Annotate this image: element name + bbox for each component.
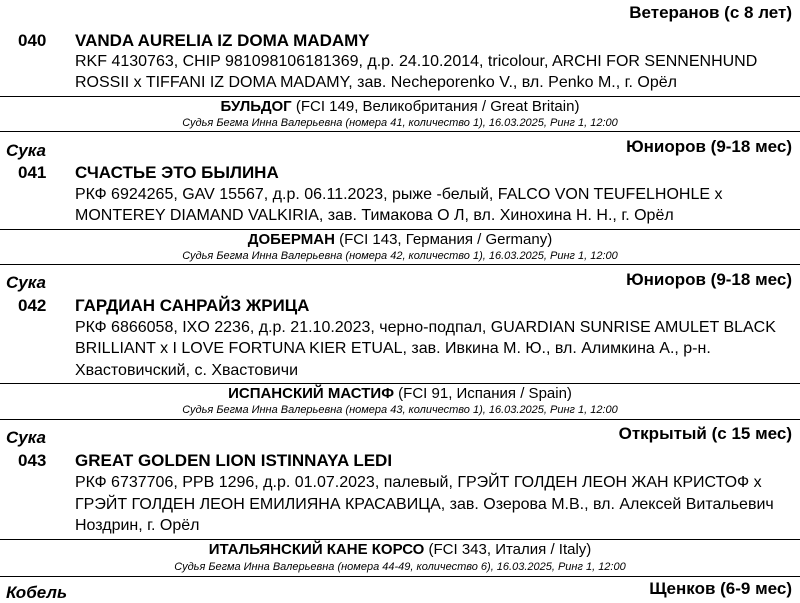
breed-header [0, 231, 800, 248]
breed-header [0, 541, 800, 558]
class-label: Юниоров (9-18 мес) [626, 270, 792, 289]
dog-details-line: ГРЭЙТ ГОЛДЕН ЛЕОН ЕМИЛИЯНА КРАСАВИЦА, зав. Озерова М.В., вл. Алексей Витальевич [75, 496, 774, 513]
catalog-number: 041 [18, 163, 47, 182]
divider [0, 383, 800, 384]
dog-details-line: ROSSII x TIFFANI IZ DOMA MADAMY, зав. Necheporenko V., вл. Penko M., г. Орёл [75, 74, 677, 91]
dog-name: VANDA AURELIA IZ DOMA MADAMY [75, 31, 370, 50]
breed-name: ИТАЛЬЯНСКИЙ КАНЕ КОРСО [208, 541, 425, 558]
breed-name: ИСПАНСКИЙ МАСТИФ [228, 385, 395, 402]
dog-details-line: Ноздрин, г. Орёл [75, 517, 200, 534]
class-label: Щенков (6-9 мес) [649, 579, 792, 598]
judge-info: Судья Бегма Инна Валерьевна (номера 44-49, количество 6), 16.03.2025, Ринг 1, 12:00 [174, 561, 626, 573]
sex-label: Сука [6, 428, 47, 447]
class-label: Юниоров (9-18 мес) [626, 137, 792, 156]
breed-name: БУЛЬДОГ [220, 98, 292, 115]
judge-info: Судья Бегма Инна Валерьевна (номера 42, количество 1), 16.03.2025, Ринг 1, 12:00 [182, 250, 618, 262]
dog-name: СЧАСТЬЕ ЭТО БЫЛИНА [75, 163, 279, 182]
divider [0, 96, 800, 97]
catalog-number: 040 [18, 31, 47, 50]
sex-label: Сука [6, 141, 47, 160]
dog-details-line: РКФ 6737706, PPB 1296, д.р. 01.07.2023, палевый, ГРЭЙТ ГОЛДЕН ЛЕОН ЖАН КРИСТОФ x [75, 474, 762, 491]
class-label: Ветеранов (с 8 лет) [629, 3, 792, 22]
divider [0, 229, 800, 230]
dog-details-line: РКФ 6924265, GAV 15567, д.р. 06.11.2023, рыже -белый, FALCO VON TEUFELHOHLE x [75, 186, 723, 203]
dog-name: GREAT GOLDEN LION ISTINNAYA LEDI [75, 451, 393, 470]
judge-info: Судья Бегма Инна Валерьевна (номера 41, количество 1), 16.03.2025, Ринг 1, 12:00 [182, 117, 618, 129]
catalog-number: 042 [18, 296, 47, 315]
divider [0, 131, 800, 132]
breed-info: (FCI 91, Испания / Spain) [394, 385, 572, 402]
dog-details-line: RKF 4130763, CHIP 981098106181369, д.р. 24.10.2014, tricolour, ARCHI FOR SENNENHUND [75, 53, 758, 70]
class-label: Открытый (с 15 мес) [618, 424, 792, 443]
dog-details-line: MONTEREY DIAMAND VALKIRIA, зав. Тимакова О Л, вл. Хинохина Н. Н., г. Орёл [75, 207, 674, 224]
breed-info: (FCI 149, Великобритания / Great Britain) [291, 98, 580, 115]
breed-header [0, 385, 800, 402]
breed-info: (FCI 143, Германия / Germany) [334, 231, 553, 248]
judge-info: Судья Бегма Инна Валерьевна (номера 43, количество 1), 16.03.2025, Ринг 1, 12:00 [182, 404, 618, 416]
divider [0, 539, 800, 540]
divider [0, 576, 800, 577]
breed-header [0, 98, 800, 115]
sex-label: Сука [6, 273, 47, 292]
catalog-number: 043 [18, 451, 47, 470]
breed-info: (FCI 343, Италия / Italy) [424, 541, 592, 558]
divider [0, 264, 800, 265]
dog-details-line: РКФ 6866058, IXO 2236, д.р. 21.10.2023, черно-подпал, GUARDIAN SUNRISE AMULET BLACK [75, 319, 776, 336]
breed-name: ДОБЕРМАН [247, 231, 335, 248]
dog-details-line: BRILLIANT x I LOVE FORTUNA KIER ETUAL, зав. Ивкина М. Ю., вл. Алимкина А., р-н. [75, 340, 711, 357]
divider [0, 419, 800, 420]
dog-details-line: Хвастовичский, с. Хвастовичи [75, 362, 299, 379]
dog-name: ГАРДИАН САНРАЙЗ ЖРИЦА [75, 296, 310, 315]
sex-label: Кобель [6, 583, 68, 602]
